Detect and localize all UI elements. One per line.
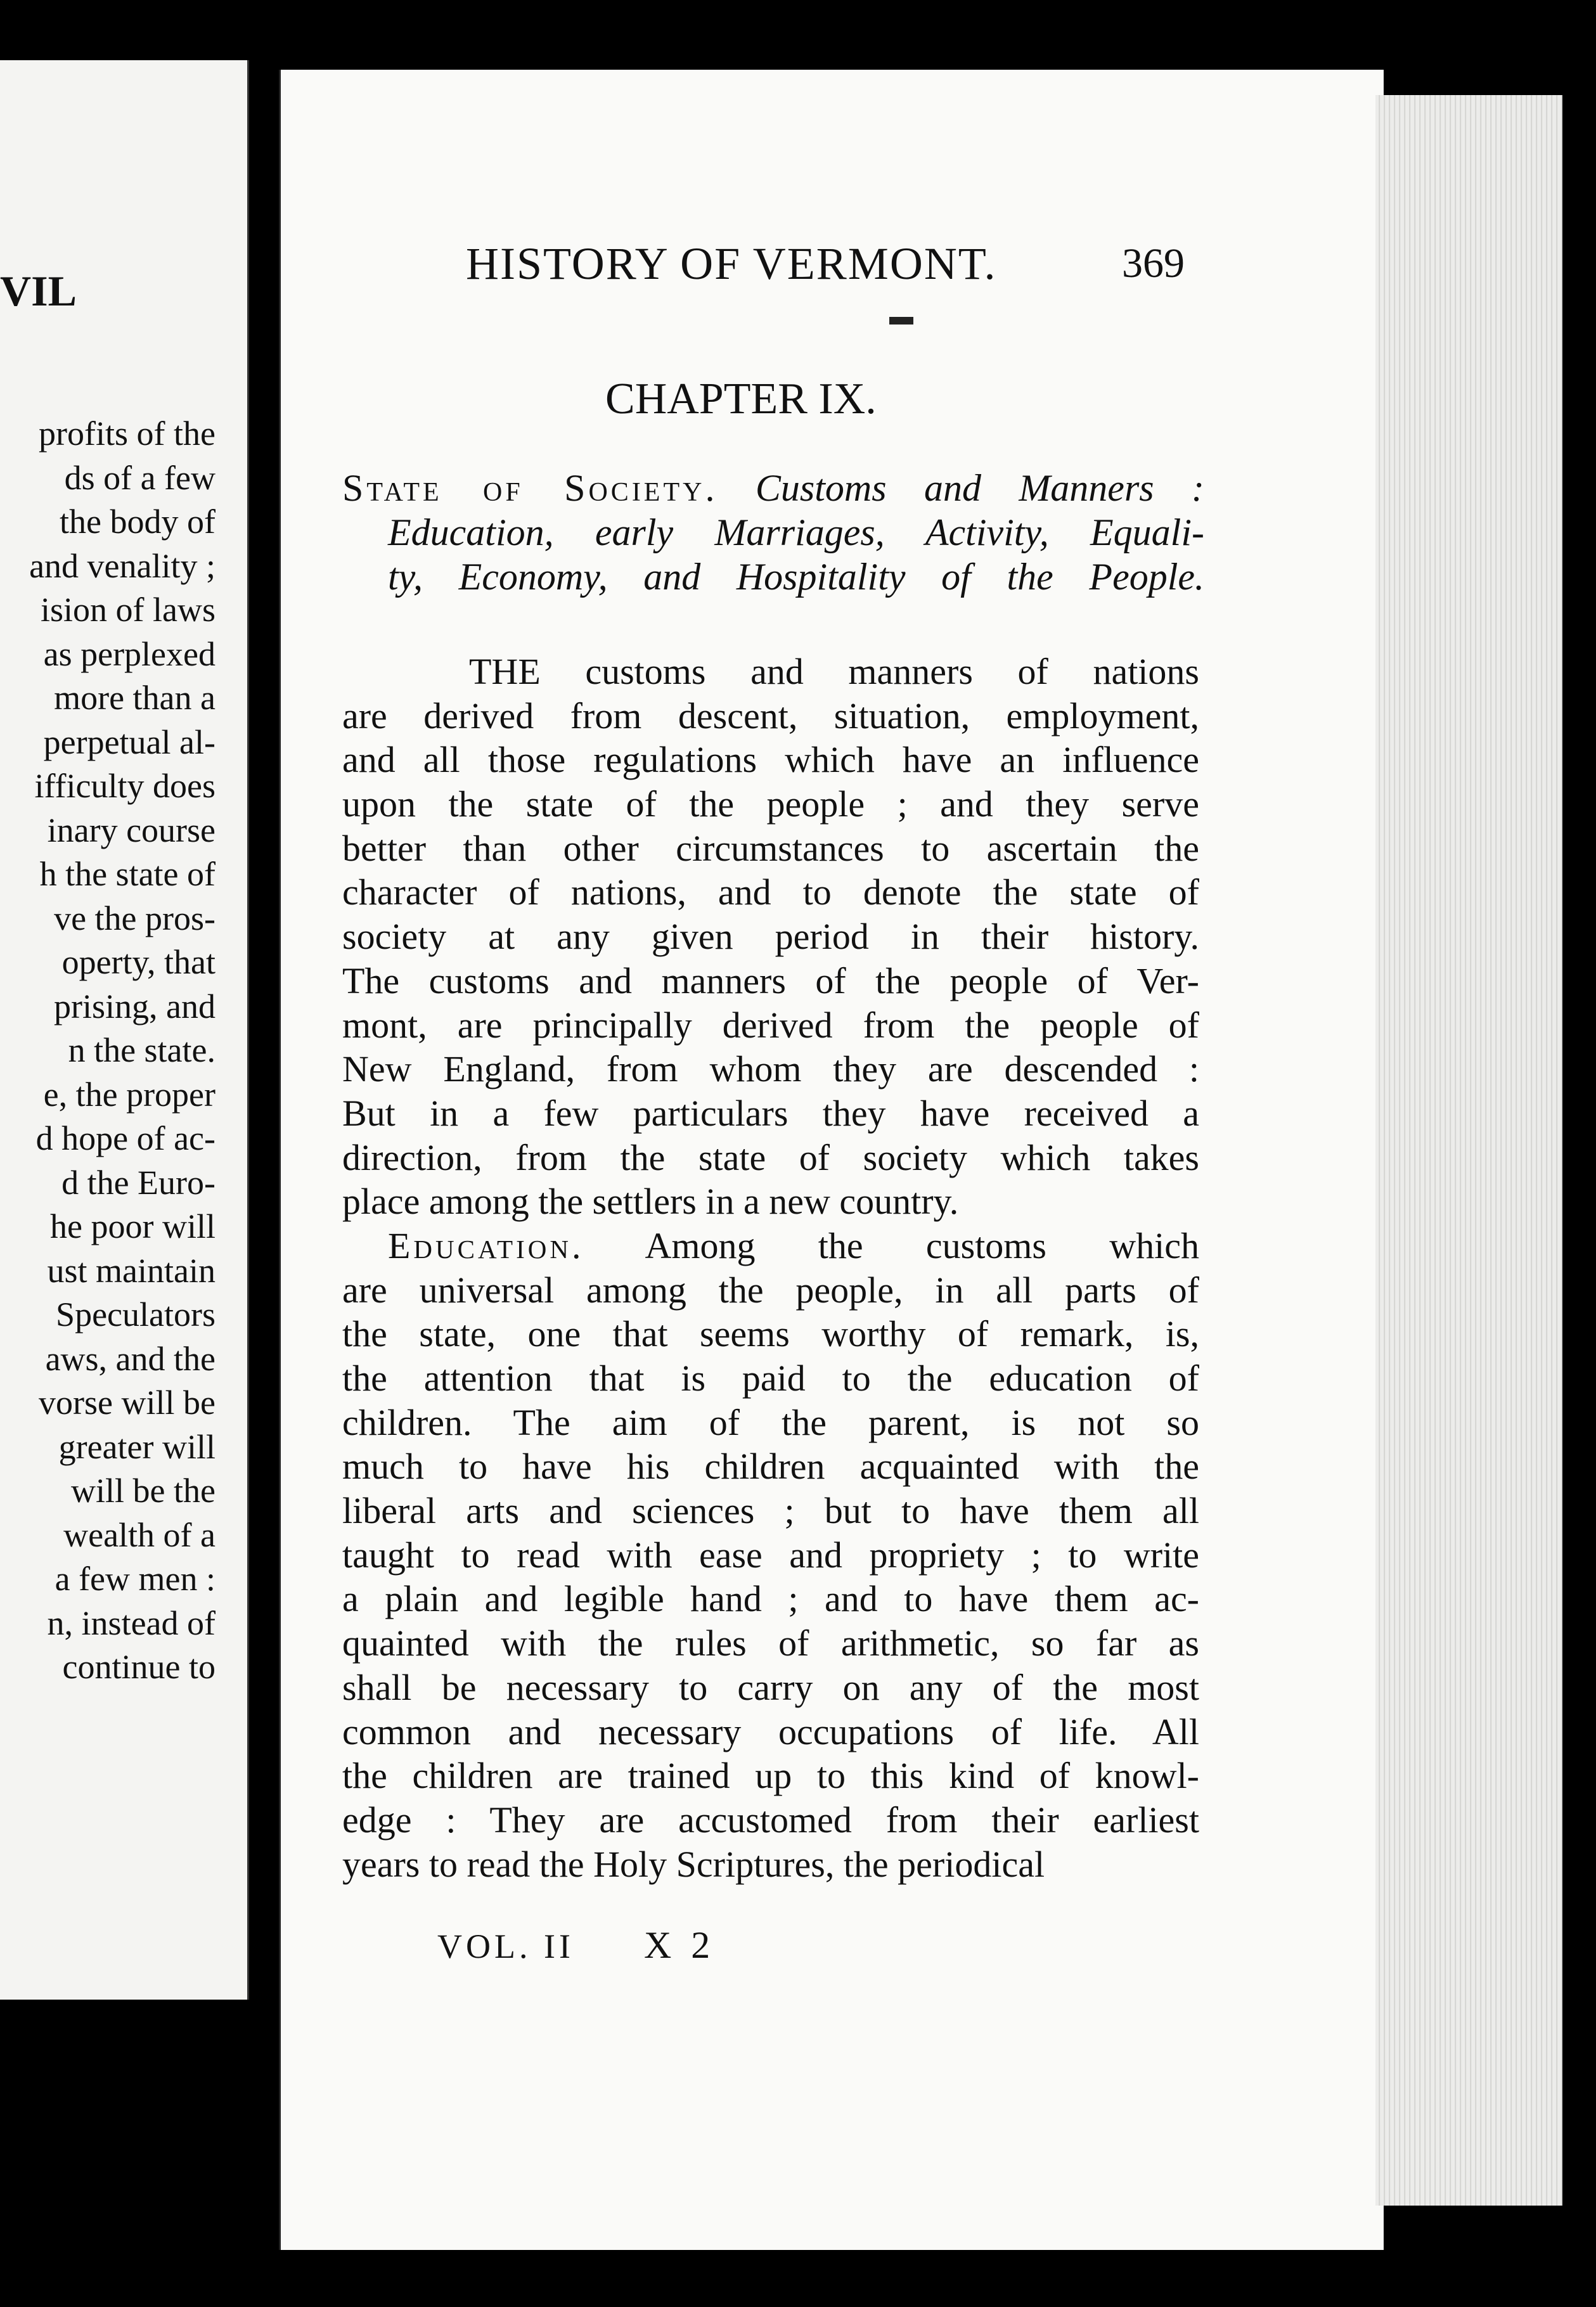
chapter-title: CHAPTER IX. [605,375,877,423]
left-text-line: ision of laws [41,591,216,629]
body-text-line: the state, one that seems worthy of remark, is, [342,1313,1199,1355]
body-text-line: place among the settlers in a new country. [342,1181,959,1223]
body-text-line: children. The aim of the parent, is not so [342,1401,1199,1443]
signature-mark: X 2 [643,1924,716,1966]
body-text-line: are universal among the people, in all parts of [342,1269,1199,1311]
body-text-line: New England, from whom they are descended : [342,1048,1199,1090]
body-text-line: better than other circumstances to ascertain the [342,827,1199,869]
left-text-line: e, the proper [43,1075,216,1114]
body-text [342,650,1199,1886]
left-text-line: h the state of [39,855,216,893]
summary-heading: State of Society. [342,467,718,509]
left-text-line: perpetual al- [43,723,216,761]
running-head: HISTORY OF VERMONT. [466,238,997,289]
left-text-line: ve the pros- [54,899,216,937]
body-text-line: edge : They are accustomed from their earliest [342,1799,1199,1841]
body-text-line: taught to read with ease and propriety ; to write [342,1534,1199,1576]
left-text-line: as perplexed [43,634,216,673]
left-text-line: aws, and the [45,1339,216,1378]
body-text-line: a plain and legible hand ; and to have them ac- [342,1578,1199,1620]
left-text-line: continue to [62,1648,216,1686]
left-text-line: ds of a few [64,458,216,497]
body-text-line: character of nations, and to denote the state of [342,871,1199,913]
head-rule [889,317,913,325]
summary-line-1-text: Customs and Manners : [755,467,1205,509]
body-text-line: direction, from the state of society which takes [342,1136,1199,1178]
body-text-line: the attention that is paid to the education of [342,1358,1199,1399]
body-text-line: are derived from descent, situation, employment, [342,695,1199,736]
left-text-line: greater will [58,1427,216,1466]
left-text-line: will be the [71,1472,216,1510]
body-text-line: The customs and manners of the people of Ver- [342,960,1199,1001]
left-text-line: the body of [60,503,216,541]
volume-label: VOL. II [437,1927,574,1965]
body-text-line: upon the state of the people ; and they serve [342,783,1199,825]
body-text-line: But in a few particulars they have received a [342,1092,1199,1134]
left-text-line: vorse will be [39,1384,216,1422]
body-text-line: quainted with the rules of arithmetic, so far as [342,1623,1199,1664]
summary-line-1 [342,466,1204,510]
summary-line-3: ty, Economy, and Hospitality of the People. [388,556,1204,598]
left-text-line: d the Euro- [61,1163,216,1202]
left-text-line: Speculators [56,1295,216,1333]
left-text-line: he poor will [50,1207,216,1245]
body-text-line: mont, are principally derived from the people of [342,1004,1199,1046]
left-text-line: prising, and [54,987,216,1025]
left-text-line: and venality ; [29,546,216,585]
body-text-line: liberal arts and sciences ; but to have them all [342,1490,1199,1532]
education-heading: Education. [388,1224,584,1266]
body-text-line-rest: Among the customs which [645,1224,1199,1266]
body-text-line: THE customs and manners of nations [469,651,1199,692]
left-text-line: wealth of a [63,1515,216,1554]
left-text-line: more than a [54,679,216,717]
body-text-line: and all those regulations which have an influence [342,739,1199,781]
page-number: 369 [1122,240,1185,286]
chapter-summary [342,466,1204,599]
left-text-line: operty, that [61,943,216,981]
left-text-line: d hope of ac- [35,1119,216,1157]
book-fore-edge [1375,95,1562,2206]
body-text-line: the children are trained up to this kind of knowl- [342,1755,1199,1797]
left-text-line: a few men : [55,1560,216,1598]
left-text-line: n, instead of [47,1603,216,1642]
left-text-line: n the state. [68,1031,216,1069]
left-text-line: ifficulty does [34,767,216,805]
left-text-line: profits of the [39,414,216,453]
body-text-line: common and necessary occupations of life. All [342,1711,1199,1752]
left-text-line: ust maintain [47,1251,216,1290]
summary-line-2: Education, early Marriages, Activity, Equali- [388,511,1204,553]
body-text-line: years to read the Holy Scriptures, the periodical [342,1843,1045,1885]
left-page-text [0,412,216,1690]
body-text-line [342,1224,1199,1268]
signature-line [437,1924,715,1967]
left-text-line: inary course [47,811,216,849]
body-text-line: shall be necessary to carry on any of the most [342,1666,1199,1708]
left-page [0,60,249,2000]
body-text-line: much to have his children acquainted with the [342,1446,1199,1488]
left-running-head: VIL [0,267,77,315]
body-text-line: society at any given period in their history. [342,916,1199,958]
